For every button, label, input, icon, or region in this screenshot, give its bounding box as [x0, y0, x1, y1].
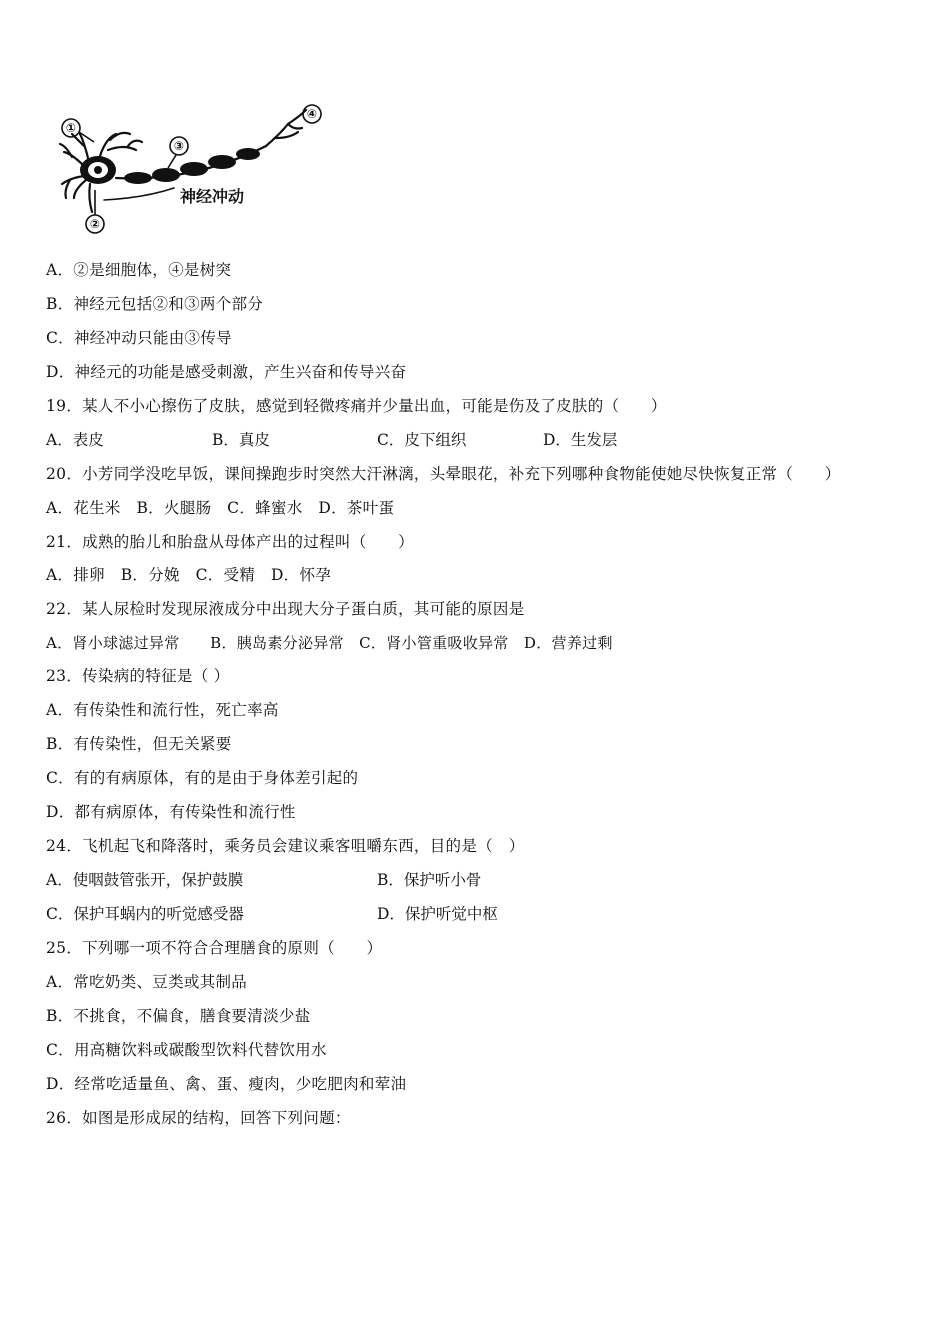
label-2: ② — [89, 217, 101, 231]
q23-option-b: B．有传染性，但无关紧要 — [46, 735, 232, 753]
label-1: ① — [65, 121, 77, 135]
q18-option-b: B．神经元包括②和③两个部分 — [46, 295, 264, 313]
impulse-caption: 神经冲动 — [180, 187, 245, 206]
q20-options: A．花生米 B．火腿肠 C．蜂蜜水 D．茶叶蛋 — [46, 499, 395, 517]
label-4: ④ — [306, 107, 318, 121]
q23-option-d: D．都有病原体，有传染性和流行性 — [46, 803, 296, 821]
q24-option-b: B．保护听小骨 — [377, 871, 482, 889]
q18-option-d: D．神经元的功能是感受刺激，产生兴奋和传导兴奋 — [46, 363, 407, 381]
q19-stem: 19．某人不小心擦伤了皮肤，感觉到轻微疼痛并少量出血，可能是伤及了皮肤的（ ） — [46, 397, 667, 415]
q24-stem: 24．飞机起飞和降落时，乘务员会建议乘客咀嚼东西，目的是（ ） — [46, 837, 525, 855]
q24-option-a: A．使咽鼓管张开，保护鼓膜 — [46, 871, 244, 889]
q19-option-b: B．真皮 — [212, 431, 270, 449]
q25-option-c: C．用高糖饮料或碳酸型饮料代替饮用水 — [46, 1041, 327, 1059]
q23-stem: 23．传染病的特征是（ ） — [46, 667, 230, 685]
q25-stem: 25．下列哪一项不符合合理膳食的原则（ ） — [46, 939, 383, 957]
q21-options: A．排卵 B．分娩 C．受精 D．怀孕 — [46, 566, 332, 584]
q21-stem: 21．成熟的胎儿和胎盘从母体产出的过程叫（ ） — [46, 533, 414, 551]
q19-option-d: D．生发层 — [543, 431, 618, 449]
q22-stem: 22．某人尿检时发现尿液成分中出现大分子蛋白质，其可能的原因是 — [46, 600, 525, 618]
q18-option-c: C．神经冲动只能由③传导 — [46, 329, 232, 347]
q25-option-b: B．不挑食，不偏食，膳食要清淡少盐 — [46, 1007, 311, 1025]
q19-option-a: A．表皮 — [46, 431, 104, 449]
q24-option-c: C．保护耳蜗内的听觉感受器 — [46, 905, 244, 923]
label-3: ③ — [173, 139, 185, 153]
q18-option-a: A．②是细胞体，④是树突 — [46, 261, 232, 279]
neuron-diagram — [44, 94, 344, 244]
q24-option-d: D．保护听觉中枢 — [377, 905, 498, 923]
q25-option-d: D．经常吃适量鱼、禽、蛋、瘦肉，少吃肥肉和荤油 — [46, 1075, 407, 1093]
q20-stem: 20．小芳同学没吃早饭，课间操跑步时突然大汗淋漓，头晕眼花，补充下列哪种食物能使她尽快恢复正常（ ） — [46, 465, 841, 483]
q22-options: A．肾小球滤过异常 B．胰岛素分泌异常 C．肾小管重吸收异常 D．营养过剩 — [46, 634, 613, 652]
q26-stem: 26．如图是形成尿的结构，回答下列问题： — [46, 1109, 351, 1127]
q25-option-a: A．常吃奶类、豆类或其制品 — [46, 973, 248, 991]
q23-option-c: C．有的有病原体，有的是由于身体差引起的 — [46, 769, 359, 787]
neuron-figure — [44, 94, 344, 244]
q19-option-c: C．皮下组织 — [377, 431, 467, 449]
q23-option-a: A．有传染性和流行性，死亡率高 — [46, 701, 279, 719]
